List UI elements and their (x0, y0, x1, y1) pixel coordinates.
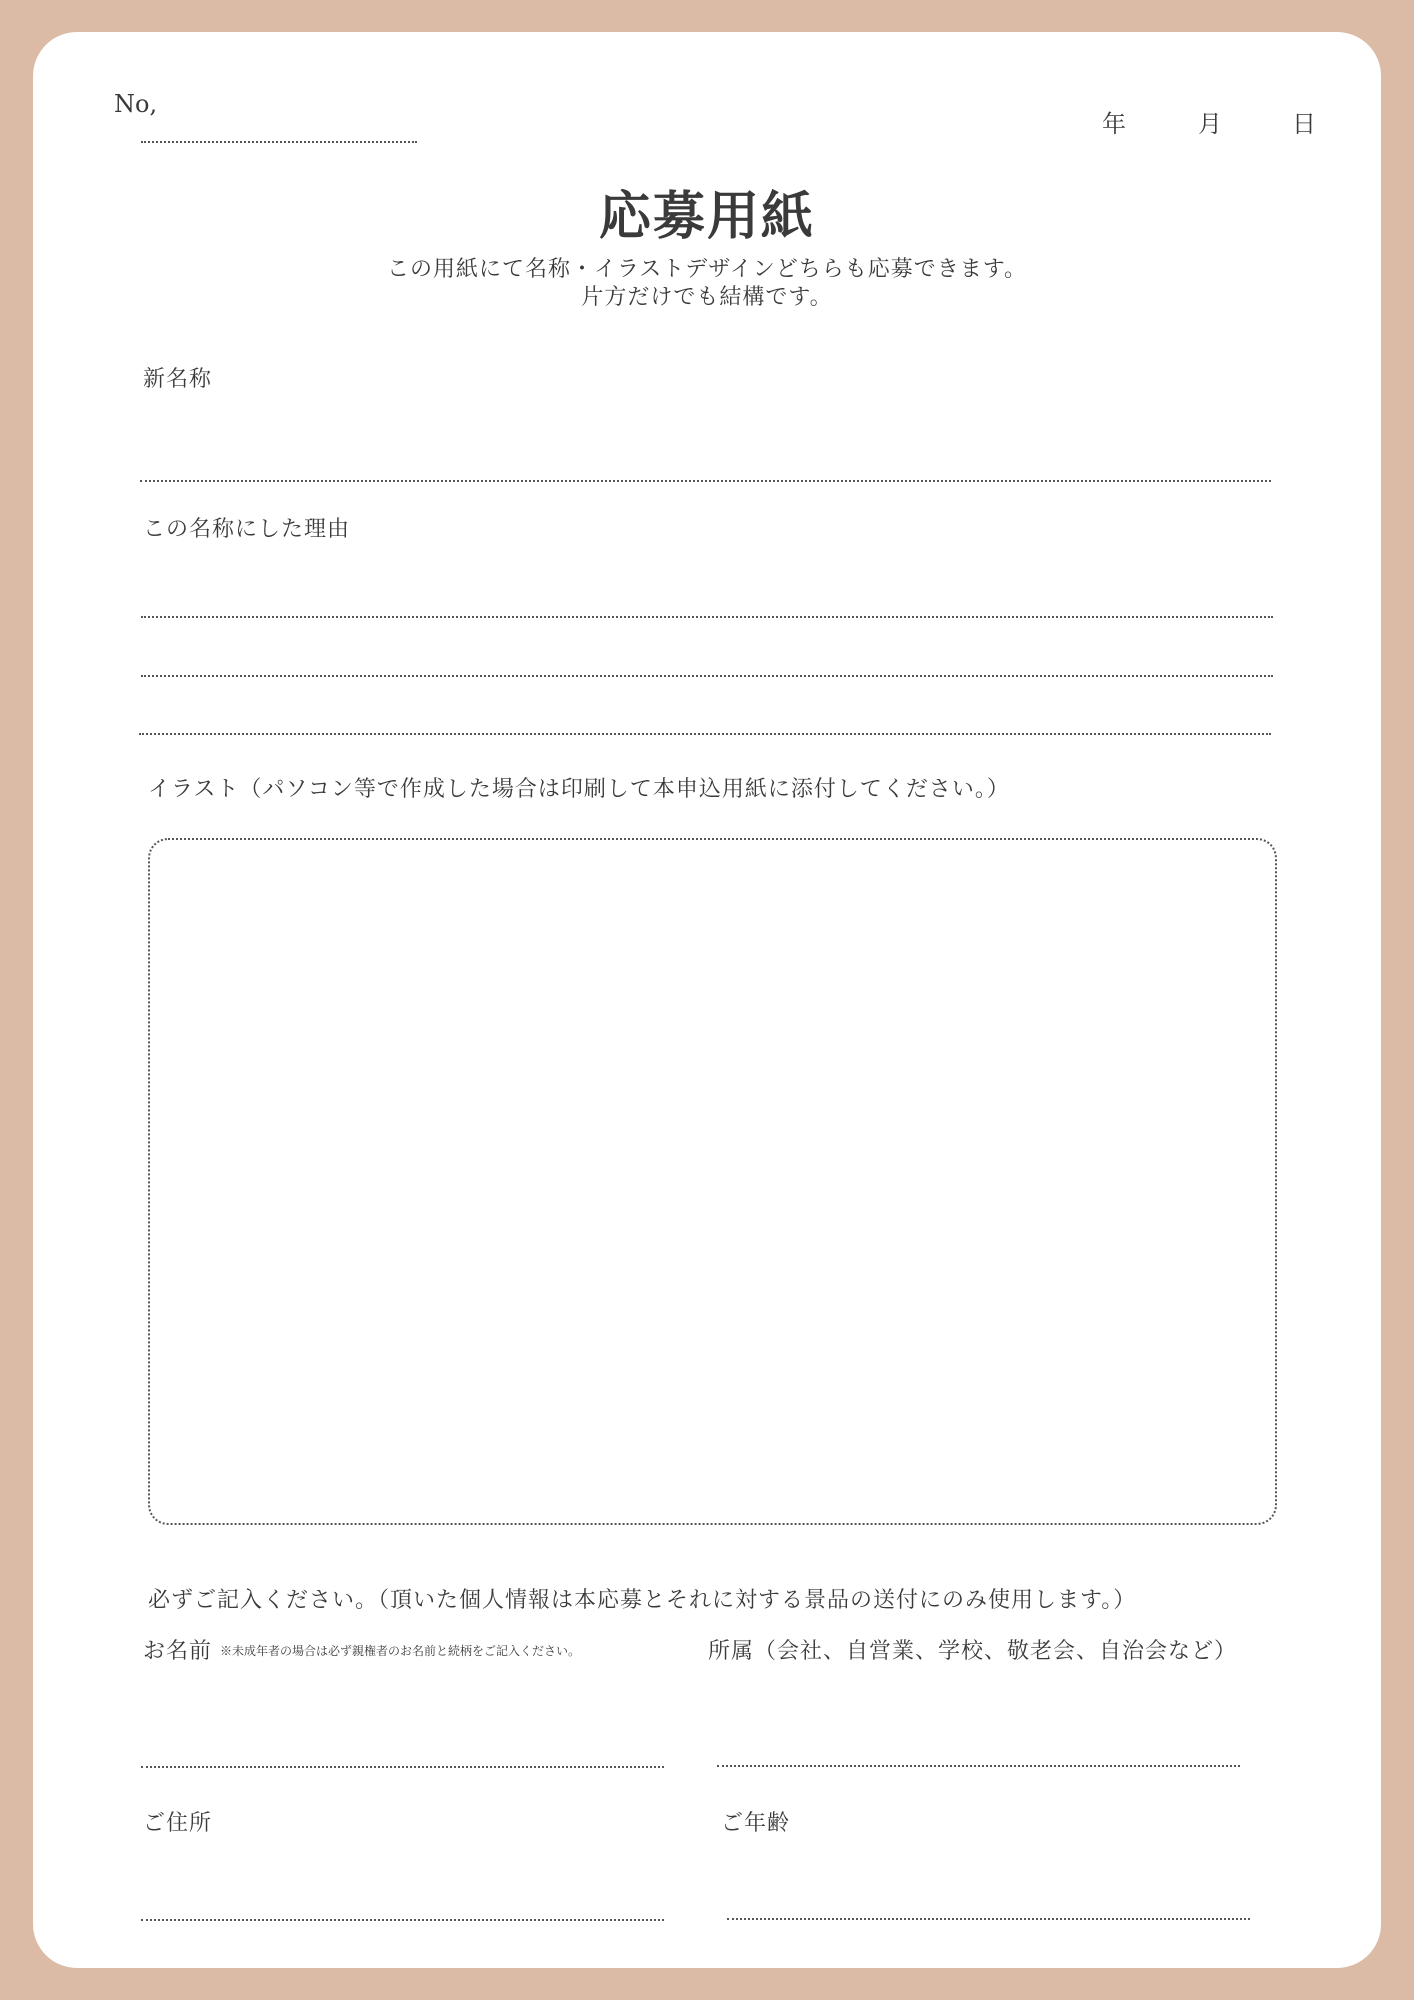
address-field-line[interactable] (141, 1919, 664, 1921)
affiliation-field-line[interactable] (717, 1765, 1240, 1767)
name-note: ※未成年者の場合は必ず親権者のお名前と続柄をご記入ください。 (220, 1644, 581, 1658)
illustration-label: イラスト（パソコン等で作成した場合は印刷して本申込用紙に添付してください。） (148, 777, 1010, 802)
illustration-drawing-area[interactable] (148, 838, 1277, 1525)
month-label: 月 (1198, 110, 1222, 138)
subtitle-line-2: 片方だけでも結構です。 (581, 285, 833, 310)
reason-field-line-2[interactable] (141, 675, 1273, 677)
name-field-line[interactable] (141, 1766, 664, 1768)
subtitle-line-1: この用紙にて名称・イラストデザインどちらも応募できます。 (386, 257, 1028, 282)
reason-field-line-1[interactable] (141, 616, 1273, 618)
name-label-group (143, 1634, 580, 1665)
day-label: 日 (1292, 110, 1316, 138)
age-label: ご年齢 (721, 1811, 791, 1836)
page-title: 応募用紙 (598, 186, 815, 247)
reason-label: この名称にした理由 (143, 517, 351, 542)
new-name-field-line[interactable] (140, 480, 1271, 482)
number-field-line[interactable] (141, 141, 417, 143)
year-label: 年 (1102, 110, 1126, 138)
personal-info-notice: 必ずご記入ください。（頂いた個人情報は本応募とそれに対する景品の送付にのみ使用します。） (148, 1588, 1137, 1613)
new-name-label: 新名称 (143, 367, 213, 392)
number-label: No, (114, 90, 158, 118)
age-field-line[interactable] (727, 1918, 1250, 1920)
affiliation-label: 所属（会社、自営業、学校、敬老会、自治会など） (708, 1639, 1238, 1664)
reason-field-line-3[interactable] (139, 733, 1271, 735)
address-label: ご住所 (143, 1811, 213, 1836)
name-label: お名前 (143, 1639, 213, 1664)
